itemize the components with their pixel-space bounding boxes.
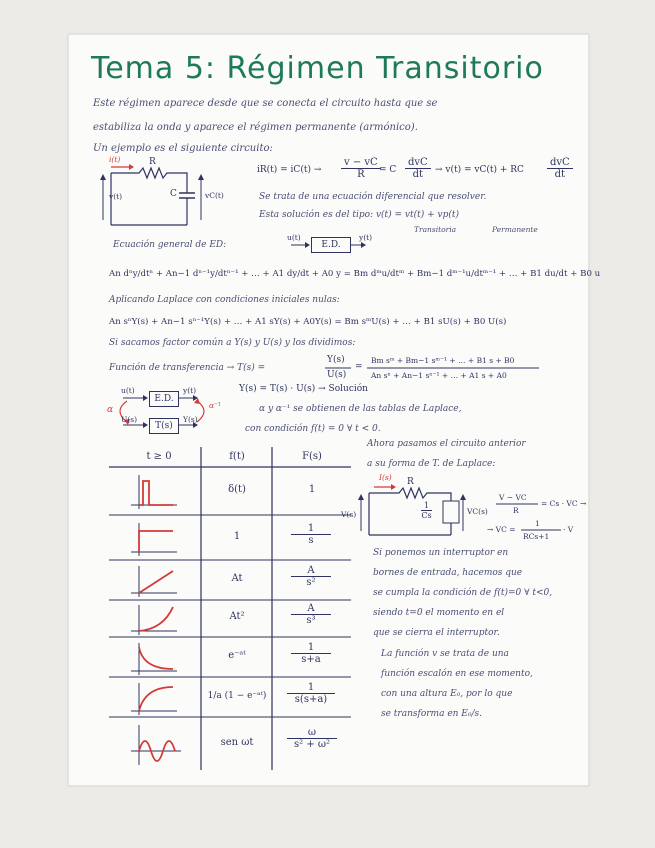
transfer-denominator: An sⁿ + An−1 sⁿ⁻¹ + … + A1 s + A0: [371, 371, 507, 380]
table-row-f: 1: [233, 531, 241, 542]
eq2-vc: → VC =: [487, 525, 516, 534]
ed-general-label: Ecuación general de ED:: [113, 240, 227, 250]
condition-line: con condición f(t) = 0 ∀ t < 0.: [245, 424, 381, 434]
table-row-f: e⁻ᵃᵗ: [228, 650, 246, 661]
circuit2-c-impedance: $\frac{1}{Cs}$: [421, 501, 432, 520]
table-row-F: $\frac{A}{\text{s²}}$: [291, 565, 331, 588]
table-row-F: $\frac{\omega}{\text{s² + ω²}}$: [287, 727, 337, 750]
paragraph-line: que se cierra el interruptor.: [373, 628, 500, 638]
table-row-f: At²: [229, 611, 245, 622]
table-row-f: sen ωt: [220, 737, 254, 748]
transfer-function-label: Función de transferencia → T(s) =: [109, 363, 266, 373]
diagram2-top-in: u(t): [121, 386, 135, 395]
table-row-f: 1/a (1 − e⁻ᵃᵗ): [207, 691, 267, 701]
laplace-intro: Aplicando Laplace con condiciones iniciales nulas:: [109, 295, 340, 305]
ed-input-label: u(t): [287, 233, 301, 242]
paragraph-line: Si ponemos un interruptor en: [373, 548, 509, 558]
eq1-frac2: dvC dt: [405, 157, 431, 180]
label-permanente: Permanente: [492, 225, 538, 234]
eq2-frac-num: V − VC: [499, 493, 527, 502]
table-header-F: F(s): [302, 451, 322, 462]
circuit2-v-label: V(s): [341, 510, 357, 519]
table-row-F: $\frac{1}{s(s+a)}$: [287, 682, 335, 705]
eq2-vc-tail: · V: [563, 525, 574, 534]
alpha-inverse-label: α⁻¹: [209, 401, 222, 410]
diagram2-bot-out: Y(s): [183, 415, 198, 424]
circuit1-v-label: v(t): [109, 192, 123, 201]
table-header-f: f(t): [229, 451, 245, 462]
eq1-rhs: → v(t) = vC(t) + RC: [435, 165, 524, 175]
table-row-F: $\frac{1}{s+a}$: [291, 642, 331, 665]
notebook-page: [68, 34, 601, 786]
circuit1-c-label: C: [170, 189, 177, 199]
paragraph-line: La función v se trata de una: [381, 649, 509, 659]
factor-text: Si sacamos factor común a Y(s) y U(s) y los dividimos:: [109, 338, 356, 348]
right-text-1: Ahora pasamos el circuito anterior: [367, 439, 526, 449]
table-row-f: δ(t): [228, 484, 246, 495]
diagram2-top-out: y(t): [183, 386, 197, 395]
alpha-label: α: [107, 405, 114, 415]
paragraph-line: función escalón en ese momento,: [381, 669, 533, 679]
diff-eq-text: Se trata de una ecuación diferencial que resolver.: [259, 192, 487, 202]
eq2-vc-num: 1: [535, 519, 540, 528]
alpha-line: α y α⁻¹ se obtienen de las tablas de Laplace,: [259, 404, 462, 414]
intro-line-2: estabiliza la onda y aparece el régimen permanente (armónico).: [93, 122, 418, 133]
ed-block: E.D.: [311, 237, 351, 253]
paragraph-line: se transforma en E₀/s.: [381, 709, 482, 719]
right-text-2: a su forma de T. de Laplace:: [367, 459, 496, 469]
general-differential-equation: An dⁿy/dtⁿ + An−1 dⁿ⁻¹y/dtⁿ⁻¹ + … + A1 dy/dt + A0 y = Bm dᵐu/dtᵐ + Bm−1 dᵐ⁻¹u/dtᵐ⁻¹ + … + B1 du/dt + B0 u: [109, 269, 601, 279]
paragraph-line: se cumpla la condición de f(t)=0 ∀ t<0,: [373, 588, 553, 598]
circuit2-r-label: R: [407, 477, 414, 487]
paragraph-line: con una altura E₀, por lo que: [381, 689, 513, 699]
table-row-F: $\frac{1}{s}$: [291, 523, 331, 546]
page-title: Tema 5: Régimen Transitorio: [91, 51, 544, 86]
diagram2-ed-block: E.D.: [149, 391, 179, 407]
solution-line: Y(s) = T(s) · U(s) → Solución: [239, 384, 368, 394]
paragraph-line: bornes de entrada, hacemos que: [373, 568, 523, 578]
intro-line-3: Un ejemplo es el siguiente circuito:: [93, 143, 273, 154]
eq1-mid: = C: [379, 165, 397, 175]
paragraph-line: siendo t=0 el momento en el: [373, 608, 505, 618]
label-transitoria: Transitoria: [414, 225, 457, 234]
transfer-numerator: Bm sᵐ + Bm−1 sᵐ⁻¹ + … + B1 s + B0: [371, 356, 515, 365]
table-header-t: t ≥ 0: [146, 451, 172, 462]
diagram2-ts-block: T(s): [149, 418, 179, 434]
table-row-f: At: [231, 573, 243, 584]
eq2-rhs: = Cs · VC →: [541, 499, 587, 508]
eq2-frac-den: R: [513, 506, 519, 515]
eq2-vc-den: RCs+1: [523, 532, 550, 541]
transfer-ratio-num: Y(s): [327, 355, 345, 365]
eq1-frac1: $\frac{v - vC}{R}$: [341, 157, 381, 180]
laplace-equation: An sⁿY(s) + An−1 sⁿ⁻¹Y(s) + … + A1 sY(s) + A0Y(s) = Bm sᵐU(s) + … + B1 sU(s) + B0 U(s): [109, 317, 507, 327]
eq1-lhs: iR(t) = iC(t) →: [257, 165, 322, 175]
circuit2-current-label: I(s): [379, 473, 392, 482]
circuit1-current-label: i(t): [109, 155, 121, 164]
diagram2-bot-in: U(s): [121, 415, 138, 424]
table-row-F: 1: [308, 484, 316, 495]
circuit1-vc-label: vC(t): [205, 191, 224, 200]
circuit1-r-label: R: [149, 157, 156, 167]
circuit2-vc-label: VC(s): [467, 507, 488, 516]
eq1-frac3: dvC dt: [547, 157, 573, 180]
table-row-F: $\frac{A}{\text{s³}}$: [291, 603, 331, 626]
intro-line-1: Este régimen aparece desde que se conecta el circuito hasta que se: [93, 98, 438, 109]
transfer-equals: =: [355, 362, 363, 372]
ed-output-label: y(t): [359, 233, 373, 242]
solution-type-text: Esta solución es del tipo: v(t) = vt(t) + vp(t): [259, 210, 460, 220]
transfer-ratio-den: U(s): [327, 370, 347, 380]
